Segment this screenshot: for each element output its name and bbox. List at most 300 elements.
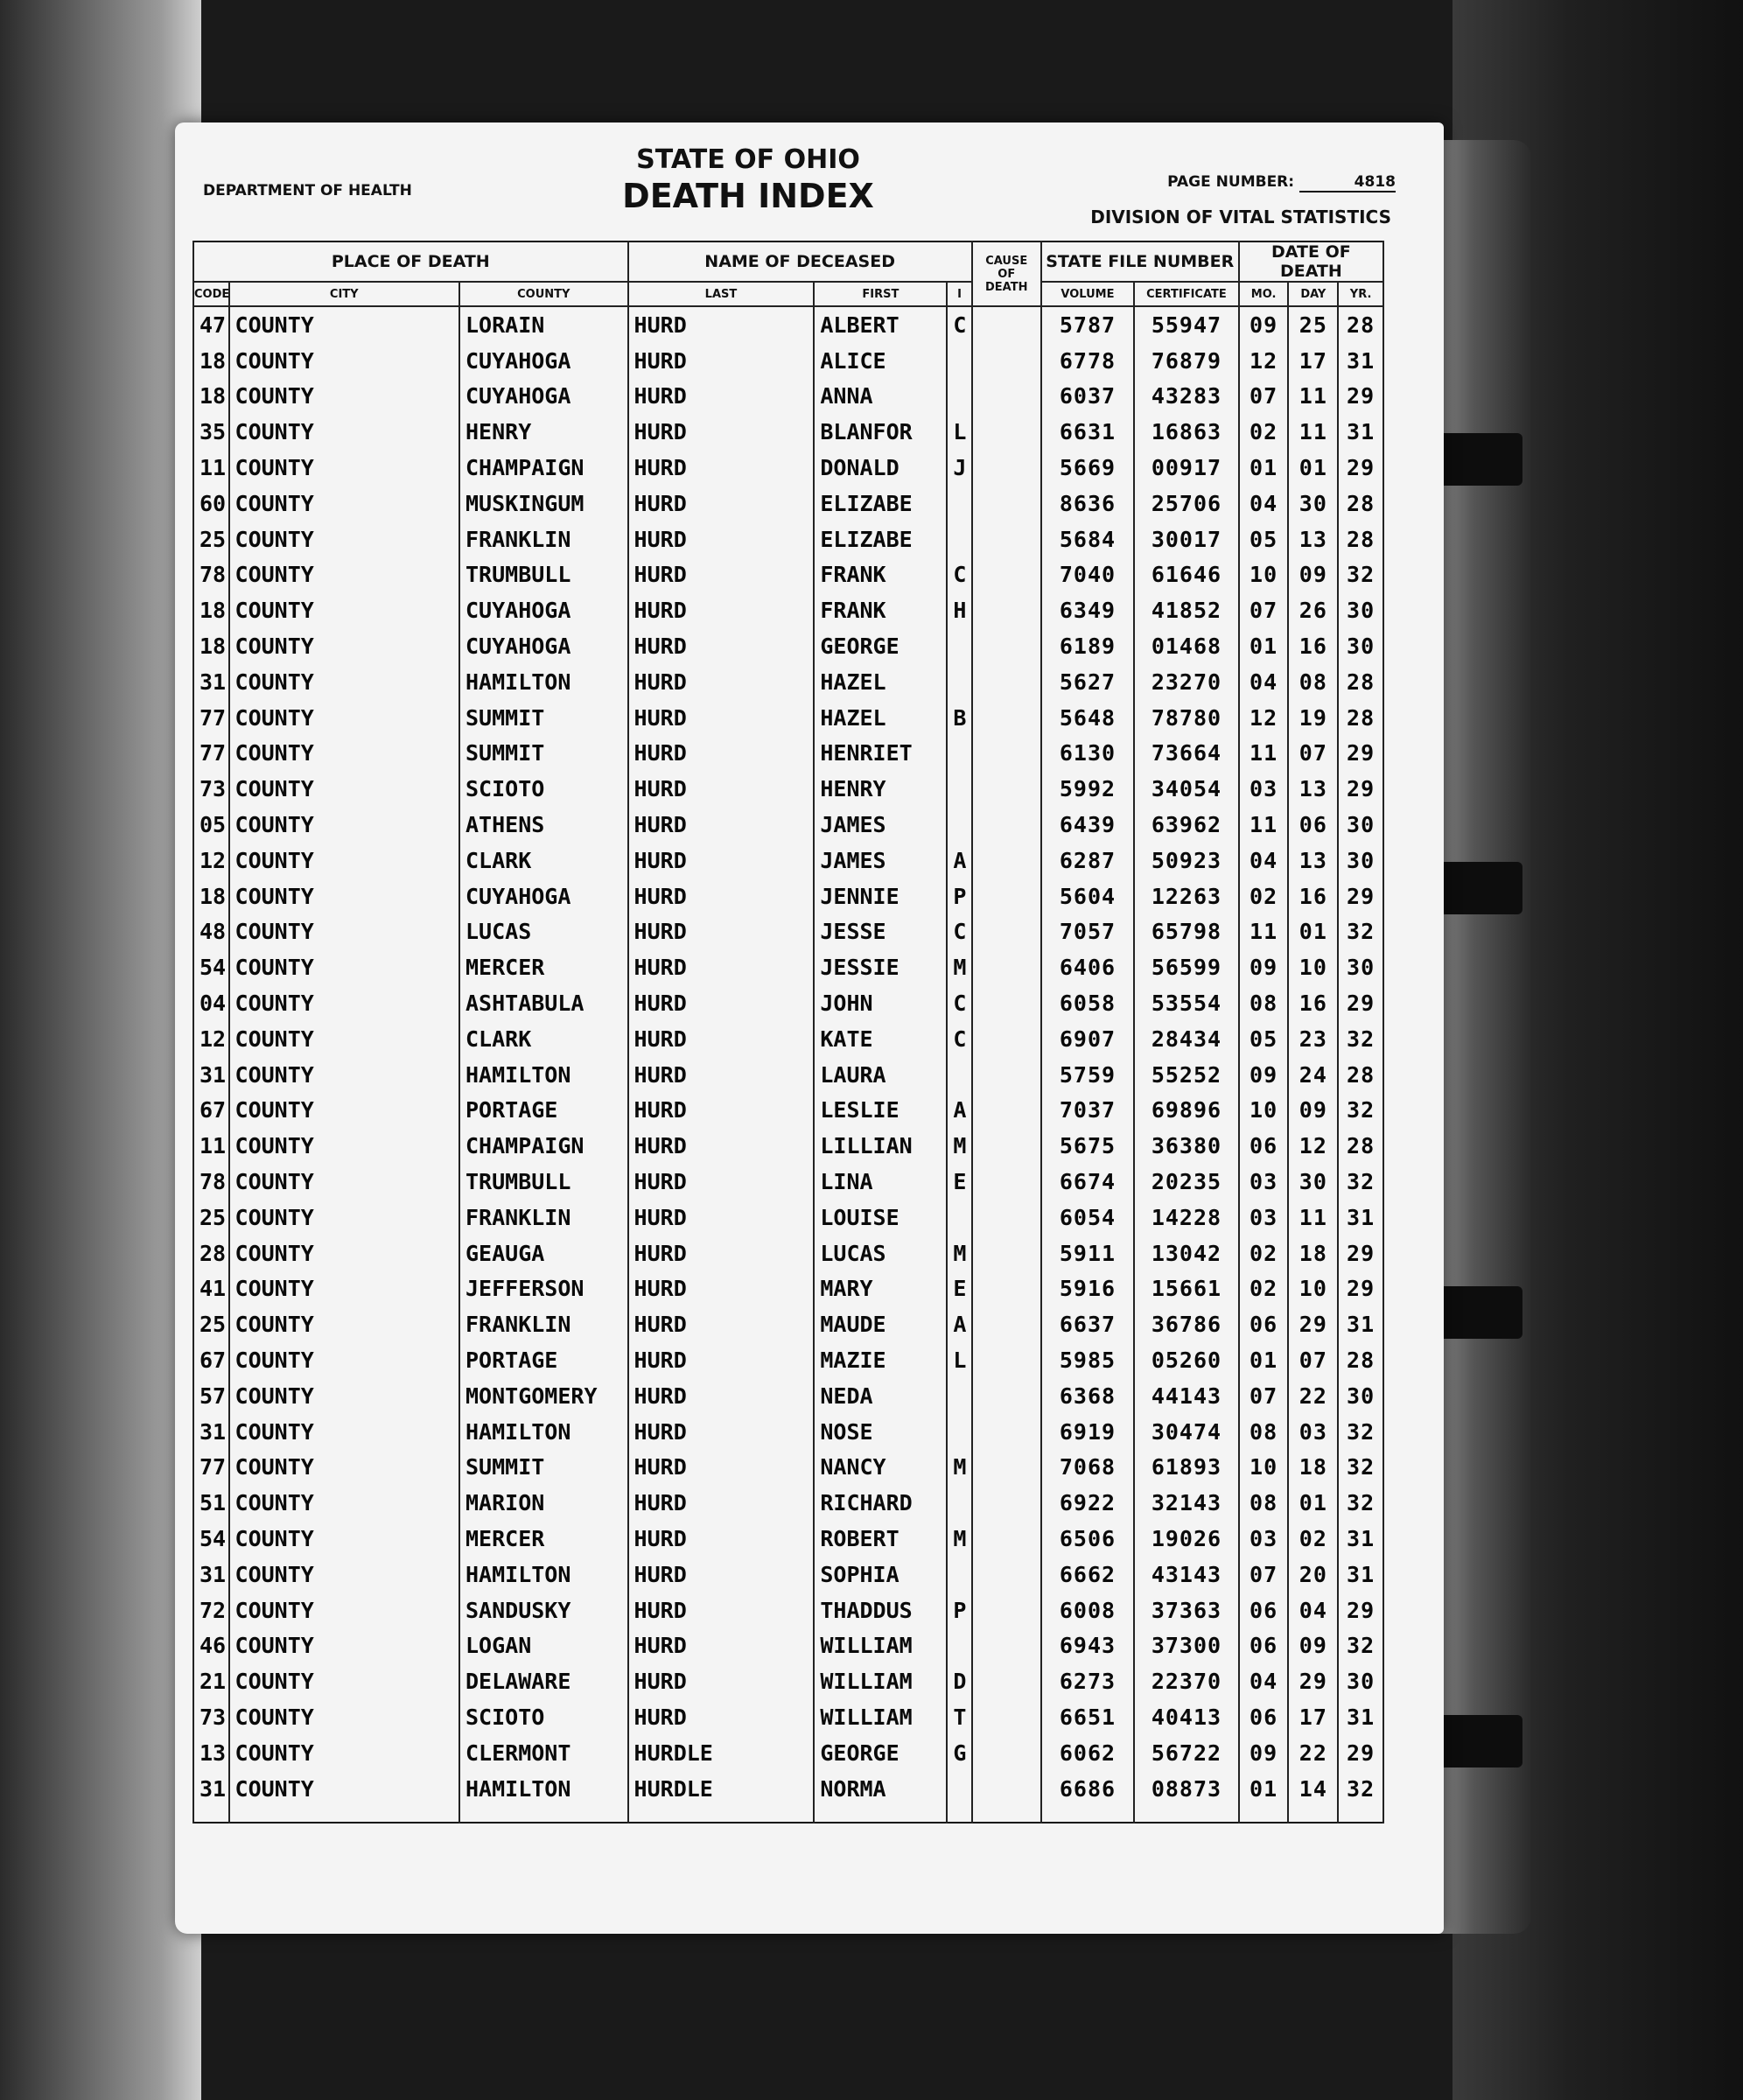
year-cell: 32 <box>1338 1021 1383 1057</box>
first-name-cell: NANCY <box>814 1450 947 1486</box>
table-row <box>193 949 1383 985</box>
city-cell: COUNTY <box>229 1628 459 1663</box>
code-cell: 18 <box>193 343 229 379</box>
county-cell: FRANKLIN <box>459 1306 628 1342</box>
code-cell: 72 <box>193 1592 229 1628</box>
initial-cell: A <box>947 1306 971 1342</box>
code-cell: 73 <box>193 1699 229 1735</box>
code-cell: 51 <box>193 1485 229 1521</box>
first-name-cell: HAZEL <box>814 700 947 736</box>
cause-cell <box>972 843 1041 878</box>
cause-cell <box>972 914 1041 950</box>
volume-cell: 5985 <box>1041 1342 1134 1378</box>
volume-cell: 6637 <box>1041 1306 1134 1342</box>
last-name-cell: HURD <box>628 1699 815 1735</box>
day-cell: 26 <box>1288 592 1338 628</box>
county-cell: MERCER <box>459 949 628 985</box>
month-cell: 10 <box>1239 1093 1289 1129</box>
certificate-header: CERTIFICATE <box>1134 282 1239 306</box>
day-cell: 01 <box>1288 1485 1338 1521</box>
volume-cell: 6368 <box>1041 1378 1134 1414</box>
code-cell: 25 <box>193 522 229 557</box>
code-cell: 41 <box>193 1271 229 1307</box>
table-row <box>193 914 1383 950</box>
table-row <box>193 1378 1383 1414</box>
year-cell: 30 <box>1338 592 1383 628</box>
initial-cell: P <box>947 1592 971 1628</box>
city-cell: COUNTY <box>229 1450 459 1486</box>
page-number-value: 4818 <box>1299 173 1396 192</box>
initial-cell: C <box>947 985 971 1021</box>
initial-cell: M <box>947 949 971 985</box>
initial-cell: A <box>947 843 971 878</box>
month-cell: 11 <box>1239 914 1289 950</box>
month-cell: 12 <box>1239 343 1289 379</box>
last-name-cell: HURD <box>628 1236 815 1271</box>
city-cell: COUNTY <box>229 1414 459 1450</box>
city-cell: COUNTY <box>229 1200 459 1236</box>
city-cell: COUNTY <box>229 628 459 664</box>
cause-label: CAUSE <box>985 254 1028 268</box>
county-cell: LOGAN <box>459 1628 628 1663</box>
cause-cell <box>972 807 1041 843</box>
year-cell: 28 <box>1338 1342 1383 1378</box>
initial-cell: C <box>947 557 971 593</box>
table-row <box>193 306 1383 343</box>
code-cell: 54 <box>193 1521 229 1557</box>
city-cell: COUNTY <box>229 414 459 450</box>
place-of-death-header: PLACE OF DEATH <box>193 242 628 282</box>
volume-cell: 7068 <box>1041 1450 1134 1486</box>
month-cell: 01 <box>1239 450 1289 486</box>
month-cell: 06 <box>1239 1128 1289 1164</box>
table-row <box>193 592 1383 628</box>
cause-cell <box>972 1164 1041 1200</box>
table-row <box>193 557 1383 593</box>
year-cell: 29 <box>1338 450 1383 486</box>
certificate-cell: 13042 <box>1134 1236 1239 1271</box>
table-row <box>193 522 1383 557</box>
table-row <box>193 1164 1383 1200</box>
volume-cell: 5787 <box>1041 306 1134 343</box>
cause-cell <box>972 1306 1041 1342</box>
left-backdrop <box>0 0 201 2100</box>
day-cell: 20 <box>1288 1557 1338 1592</box>
city-cell: COUNTY <box>229 664 459 700</box>
initial-cell <box>947 807 971 843</box>
cause-cell <box>972 1735 1041 1771</box>
day-cell: 29 <box>1288 1663 1338 1699</box>
department-label: DEPARTMENT OF HEALTH <box>203 182 412 200</box>
day-cell: 16 <box>1288 628 1338 664</box>
last-name-cell: HURD <box>628 1557 815 1592</box>
year-cell: 29 <box>1338 1592 1383 1628</box>
volume-cell: 6008 <box>1041 1592 1134 1628</box>
initial-cell: M <box>947 1450 971 1486</box>
table-row <box>193 664 1383 700</box>
county-cell: CLARK <box>459 843 628 878</box>
initial-cell: M <box>947 1521 971 1557</box>
code-cell: 11 <box>193 450 229 486</box>
volume-cell: 5916 <box>1041 1271 1134 1307</box>
last-name-cell: HURDLE <box>628 1771 815 1824</box>
month-cell: 09 <box>1239 949 1289 985</box>
county-cell: MERCER <box>459 1521 628 1557</box>
county-cell: LORAIN <box>459 306 628 343</box>
cause-cell <box>972 306 1041 343</box>
month-cell: 03 <box>1239 1164 1289 1200</box>
initial-header: I <box>947 282 971 306</box>
index-rows <box>193 306 1383 1823</box>
cause-cell <box>972 985 1041 1021</box>
certificate-cell: 30017 <box>1134 522 1239 557</box>
certificate-cell: 76879 <box>1134 343 1239 379</box>
month-cell: 02 <box>1239 878 1289 914</box>
initial-cell: M <box>947 1128 971 1164</box>
city-cell: COUNTY <box>229 1771 459 1824</box>
volume-cell: 5669 <box>1041 450 1134 486</box>
county-cell: PORTAGE <box>459 1093 628 1129</box>
first-name-cell: LUCAS <box>814 1236 947 1271</box>
book-page-edge <box>1435 140 1531 1934</box>
volume-cell: 6406 <box>1041 949 1134 985</box>
year-cell: 29 <box>1338 771 1383 807</box>
code-cell: 31 <box>193 1057 229 1093</box>
initial-cell: M <box>947 1236 971 1271</box>
last-name-cell: HURD <box>628 592 815 628</box>
last-name-cell: HURD <box>628 1057 815 1093</box>
last-name-cell: HURD <box>628 843 815 878</box>
cause-cell <box>972 771 1041 807</box>
day-cell: 16 <box>1288 985 1338 1021</box>
cause-cell <box>972 1557 1041 1592</box>
initial-cell <box>947 1628 971 1663</box>
day-cell: 09 <box>1288 1093 1338 1129</box>
month-cell: 02 <box>1239 1271 1289 1307</box>
month-cell: 09 <box>1239 1057 1289 1093</box>
year-cell: 28 <box>1338 1128 1383 1164</box>
county-cell: MUSKINGUM <box>459 486 628 522</box>
last-name-cell: HURD <box>628 450 815 486</box>
cause-cell <box>972 1521 1041 1557</box>
city-cell: COUNTY <box>229 1521 459 1557</box>
cause-cell <box>972 1771 1041 1824</box>
cause-cell <box>972 736 1041 772</box>
volume-cell: 5675 <box>1041 1128 1134 1164</box>
county-cell: HENRY <box>459 414 628 450</box>
page-number-label: PAGE NUMBER: <box>1167 173 1295 191</box>
first-name-header: FIRST <box>814 282 947 306</box>
county-cell: SCIOTO <box>459 771 628 807</box>
cause-cell <box>972 1414 1041 1450</box>
month-cell: 07 <box>1239 1378 1289 1414</box>
city-cell: COUNTY <box>229 557 459 593</box>
day-cell: 09 <box>1288 1628 1338 1663</box>
code-cell: 25 <box>193 1200 229 1236</box>
first-name-cell: NOSE <box>814 1414 947 1450</box>
cause-cell <box>972 700 1041 736</box>
month-cell: 05 <box>1239 1021 1289 1057</box>
first-name-cell: ROBERT <box>814 1521 947 1557</box>
volume-cell: 6058 <box>1041 985 1134 1021</box>
initial-cell: G <box>947 1735 971 1771</box>
last-name-cell: HURD <box>628 1128 815 1164</box>
county-cell: ASHTABULA <box>459 985 628 1021</box>
table-row <box>193 1735 1383 1771</box>
code-cell: 57 <box>193 1378 229 1414</box>
name-of-deceased-label: NAME OF DECEASED <box>704 252 895 271</box>
month-cell: 12 <box>1239 700 1289 736</box>
volume-cell: 5992 <box>1041 771 1134 807</box>
certificate-cell: 55252 <box>1134 1057 1239 1093</box>
certificate-cell: 43143 <box>1134 1557 1239 1592</box>
year-cell: 32 <box>1338 1450 1383 1486</box>
month-cell: 02 <box>1239 414 1289 450</box>
year-cell: 29 <box>1338 1735 1383 1771</box>
month-cell: 04 <box>1239 664 1289 700</box>
volume-cell: 5627 <box>1041 664 1134 700</box>
volume-cell: 6919 <box>1041 1414 1134 1450</box>
day-cell: 03 <box>1288 1414 1338 1450</box>
first-name-cell: LINA <box>814 1164 947 1200</box>
initial-cell: T <box>947 1699 971 1735</box>
day-cell: 17 <box>1288 1699 1338 1735</box>
county-cell: HAMILTON <box>459 1414 628 1450</box>
certificate-cell: 73664 <box>1134 736 1239 772</box>
volume-cell: 7040 <box>1041 557 1134 593</box>
table-row <box>193 1663 1383 1699</box>
certificate-cell: 56599 <box>1134 949 1239 985</box>
volume-cell: 6037 <box>1041 379 1134 415</box>
cause-cell <box>972 1342 1041 1378</box>
cause-cell <box>972 1450 1041 1486</box>
month-cell: 08 <box>1239 1414 1289 1450</box>
table-row <box>193 1342 1383 1378</box>
code-cell: 12 <box>193 843 229 878</box>
cause-cell <box>972 1628 1041 1663</box>
last-name-cell: HURD <box>628 736 815 772</box>
last-name-cell: HURD <box>628 985 815 1021</box>
cause-cell <box>972 522 1041 557</box>
initial-cell: C <box>947 1021 971 1057</box>
last-name-cell: HURD <box>628 914 815 950</box>
last-name-cell: HURD <box>628 1663 815 1699</box>
year-cell: 29 <box>1338 1236 1383 1271</box>
initial-cell <box>947 343 971 379</box>
code-cell: 13 <box>193 1735 229 1771</box>
county-cell: CHAMPAIGN <box>459 450 628 486</box>
code-cell: 67 <box>193 1093 229 1129</box>
city-cell: COUNTY <box>229 1485 459 1521</box>
table-row <box>193 1699 1383 1735</box>
table-row <box>193 878 1383 914</box>
initial-cell: C <box>947 306 971 343</box>
year-cell: 31 <box>1338 1557 1383 1592</box>
first-name-cell: GEORGE <box>814 628 947 664</box>
certificate-cell: 34054 <box>1134 771 1239 807</box>
code-cell: 25 <box>193 1306 229 1342</box>
volume-cell: 6631 <box>1041 414 1134 450</box>
initial-cell: B <box>947 700 971 736</box>
initial-cell <box>947 1414 971 1450</box>
initial-cell <box>947 1771 971 1824</box>
first-name-cell: HENRY <box>814 771 947 807</box>
table-row <box>193 807 1383 843</box>
city-cell: COUNTY <box>229 807 459 843</box>
cause-cell <box>972 450 1041 486</box>
month-header: MO. <box>1239 282 1289 306</box>
initial-cell <box>947 379 971 415</box>
day-cell: 22 <box>1288 1735 1338 1771</box>
certificate-cell: 43283 <box>1134 379 1239 415</box>
first-name-cell: SOPHIA <box>814 1557 947 1592</box>
year-cell: 31 <box>1338 414 1383 450</box>
city-cell: COUNTY <box>229 949 459 985</box>
last-name-cell: HURD <box>628 1093 815 1129</box>
certificate-cell: 14228 <box>1134 1200 1239 1236</box>
cause-cell <box>972 1378 1041 1414</box>
first-name-cell: MARY <box>814 1271 947 1307</box>
cause-cell <box>972 1057 1041 1093</box>
volume-cell: 6130 <box>1041 736 1134 772</box>
first-name-cell: RICHARD <box>814 1485 947 1521</box>
table-row <box>193 414 1383 450</box>
cause-cell <box>972 1021 1041 1057</box>
certificate-cell: 30474 <box>1134 1414 1239 1450</box>
month-cell: 06 <box>1239 1592 1289 1628</box>
year-cell: 32 <box>1338 1414 1383 1450</box>
year-cell: 28 <box>1338 306 1383 343</box>
city-cell: COUNTY <box>229 1342 459 1378</box>
volume-cell: 6439 <box>1041 807 1134 843</box>
first-name-cell: WILLIAM <box>814 1699 947 1735</box>
county-cell: CUYAHOGA <box>459 343 628 379</box>
last-name-cell: HURD <box>628 949 815 985</box>
table-row <box>193 1592 1383 1628</box>
first-name-cell: ELIZABE <box>814 522 947 557</box>
day-cell: 22 <box>1288 1378 1338 1414</box>
city-cell: COUNTY <box>229 306 459 343</box>
code-cell: 28 <box>193 1236 229 1271</box>
table-row <box>193 771 1383 807</box>
year-cell: 30 <box>1338 1378 1383 1414</box>
city-cell: COUNTY <box>229 985 459 1021</box>
initial-cell <box>947 1557 971 1592</box>
month-cell: 09 <box>1239 1735 1289 1771</box>
day-cell: 11 <box>1288 414 1338 450</box>
code-cell: 78 <box>193 557 229 593</box>
cause-cell <box>972 1699 1041 1735</box>
city-cell: COUNTY <box>229 1093 459 1129</box>
certificate-cell: 56722 <box>1134 1735 1239 1771</box>
city-cell: COUNTY <box>229 379 459 415</box>
year-cell: 32 <box>1338 1628 1383 1663</box>
table-row <box>193 1485 1383 1521</box>
day-cell: 23 <box>1288 1021 1338 1057</box>
cause-cell <box>972 628 1041 664</box>
initial-cell: L <box>947 1342 971 1378</box>
volume-cell: 5911 <box>1041 1236 1134 1271</box>
last-name-cell: HURD <box>628 878 815 914</box>
table-row <box>193 343 1383 379</box>
day-cell: 07 <box>1288 1342 1338 1378</box>
city-cell: COUNTY <box>229 1306 459 1342</box>
state-title: STATE OF OHIO <box>636 144 860 175</box>
city-cell: COUNTY <box>229 1378 459 1414</box>
cause-cell <box>972 1093 1041 1129</box>
day-cell: 25 <box>1288 306 1338 343</box>
first-name-cell: KATE <box>814 1021 947 1057</box>
certificate-cell: 53554 <box>1134 985 1239 1021</box>
certificate-cell: 61646 <box>1134 557 1239 593</box>
city-cell: COUNTY <box>229 1557 459 1592</box>
last-name-cell: HURD <box>628 1306 815 1342</box>
city-cell: COUNTY <box>229 486 459 522</box>
initial-cell <box>947 736 971 772</box>
certificate-cell: 16863 <box>1134 414 1239 450</box>
index-title: DEATH INDEX <box>622 177 874 215</box>
month-cell: 09 <box>1239 306 1289 343</box>
first-name-cell: GEORGE <box>814 1735 947 1771</box>
county-cell: ATHENS <box>459 807 628 843</box>
certificate-cell: 22370 <box>1134 1663 1239 1699</box>
county-cell: MONTGOMERY <box>459 1378 628 1414</box>
certificate-cell: 19026 <box>1134 1521 1239 1557</box>
last-name-cell: HURDLE <box>628 1735 815 1771</box>
city-cell: COUNTY <box>229 878 459 914</box>
last-name-cell: HURD <box>628 486 815 522</box>
county-cell: TRUMBULL <box>459 1164 628 1200</box>
first-name-cell: JOHN <box>814 985 947 1021</box>
initial-cell: A <box>947 1093 971 1129</box>
volume-cell: 6054 <box>1041 1200 1134 1236</box>
volume-cell: 5648 <box>1041 700 1134 736</box>
cause-cell <box>972 414 1041 450</box>
table-row <box>193 486 1383 522</box>
year-cell: 29 <box>1338 985 1383 1021</box>
first-name-cell: THADDUS <box>814 1592 947 1628</box>
code-cell: 47 <box>193 306 229 343</box>
state-file-number-header: STATE FILE NUMBER <box>1041 242 1239 282</box>
county-cell: SCIOTO <box>459 1699 628 1735</box>
city-cell: COUNTY <box>229 1164 459 1200</box>
first-name-cell: WILLIAM <box>814 1663 947 1699</box>
division-label: DIVISION OF VITAL STATISTICS <box>1090 206 1391 228</box>
county-cell: HAMILTON <box>459 1557 628 1592</box>
code-cell: 73 <box>193 771 229 807</box>
table-row <box>193 1306 1383 1342</box>
county-cell: PORTAGE <box>459 1342 628 1378</box>
cause-cell <box>972 878 1041 914</box>
year-cell: 29 <box>1338 878 1383 914</box>
code-header: CODE <box>193 282 229 306</box>
cause-cell <box>972 379 1041 415</box>
month-cell: 01 <box>1239 1771 1289 1824</box>
cause-of-death-header <box>972 242 1041 306</box>
day-cell: 13 <box>1288 843 1338 878</box>
code-cell: 18 <box>193 379 229 415</box>
day-cell: 02 <box>1288 1521 1338 1557</box>
last-name-cell: HURD <box>628 771 815 807</box>
year-cell: 31 <box>1338 1306 1383 1342</box>
code-cell: 78 <box>193 1164 229 1200</box>
day-cell: 30 <box>1288 486 1338 522</box>
first-name-cell: ELIZABE <box>814 486 947 522</box>
month-cell: 01 <box>1239 1342 1289 1378</box>
volume-cell: 6287 <box>1041 843 1134 878</box>
city-cell: COUNTY <box>229 1236 459 1271</box>
year-cell: 28 <box>1338 700 1383 736</box>
